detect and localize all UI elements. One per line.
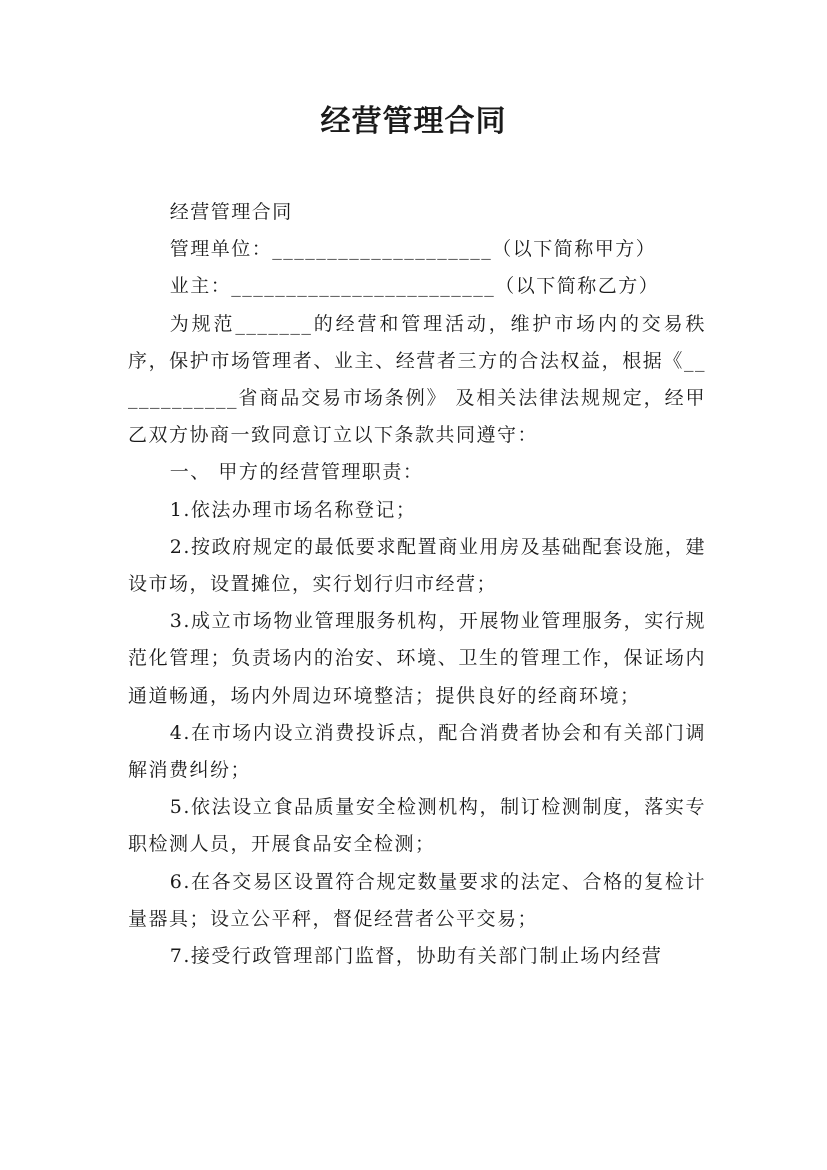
paragraph-heading: 经营管理合同 bbox=[169, 201, 293, 223]
clause-item-4: 4.在市场内设立消费投诉点，配合消费者协会和有关部门调解消费纠纷； bbox=[128, 721, 706, 782]
clause-item-1: 1.依法办理市场名称登记； bbox=[169, 498, 417, 521]
paragraph-preamble: 为规范_______的经营和管理活动，维护市场内的交易秩序，保护市场管理者、业主、经营者三方的合法权益，根据《____________省商品交易市场条例》 及相关法律法规规定，经甲乙双方协商一致同意订立以下条款共同遵守： bbox=[128, 312, 706, 447]
clause-item-3: 3.成立市场物业管理服务机构，开展物业管理服务，实行规范化管理；负责场内的治安、环境、卫生的管理工作，保证场内通道畅通，场内外周边环境整洁；提供良好的经商环境； bbox=[128, 610, 706, 707]
paragraph-owner: 业主：________________________（以下简称乙方） bbox=[169, 275, 660, 298]
clause-item-7: 7.接受行政管理部门监督，协助有关部门制止场内经营 bbox=[169, 945, 663, 968]
clause-item-5: 5.依法设立食品质量安全检测机构，制订检测制度，落实专职检测人员，开展食品安全检测； bbox=[128, 796, 706, 856]
document-title: 经营管理合同 bbox=[320, 104, 507, 139]
paragraph-manager-unit: 管理单位：____________________（以下简称甲方） bbox=[169, 238, 657, 261]
document-body bbox=[128, 194, 706, 975]
clause-item-6: 6.在各交易区设置符合规定数量要求的法定、合格的复检计量器具；设立公平秤，督促经营者公平交易； bbox=[128, 870, 706, 930]
section-heading-party-a-duties: 一、 甲方的经营管理职责： bbox=[169, 461, 424, 484]
clause-item-2: 2.按政府规定的最低要求配置商业用房及基础配套设施，建设市场，设置摊位，实行划行归市经营； bbox=[128, 535, 706, 596]
